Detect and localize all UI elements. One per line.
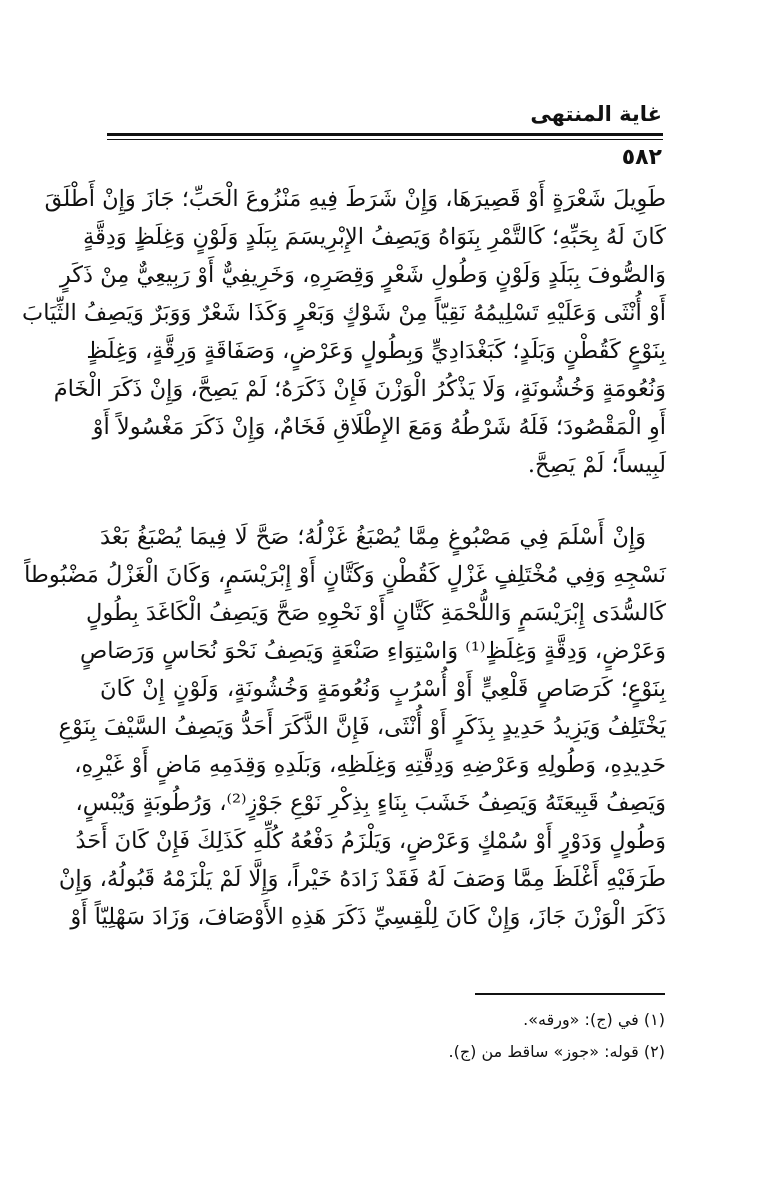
text-line: لَبِيساً؛ لَمْ يَصِحَّ. (527, 452, 666, 478)
text-line: وَطُولٍ وَدَوْرٍ أَوْ سُمْكٍ وَعَرْضٍ، وَيَلْزَمُ دَفْعُهُ كُلِّهِ كَذَلِكَ فَإِنْ كَانَ أَحَدُ (75, 828, 666, 854)
running-header-title: غاية المنتهى (530, 102, 662, 126)
footnotes (99, 1004, 665, 1068)
text-line: كَالسُّدَى إِبْرَيْسَمٍ وَاللُّحْمَةِ كَتَّانٍ أَوْ نَحْوِهِ صَحَّ وَيَصِفُ الْكَاغَدَ بِطُولٍ (86, 600, 666, 626)
text-line: وَإِنْ أَسْلَمَ فِي مَصْبُوغٍ مِمَّا يُصْبَغُ غَزْلُهُ؛ صَحَّ لَا فِيمَا يُصْبَغُ بَعْدَ (100, 524, 646, 550)
text-line: ذَكَرَ الْوَزْنَ جَازَ، وَإِنْ كَانَ لِلْقِسِيِّ ذَكَرَ هَذِهِ الأَوْصَافَ، وَزَادَ سَهْلِيّاً أَوْ (70, 904, 666, 930)
text-line: نَسْجِهِ وَفِي مُخْتَلِفٍ غَزْلٍ كَقُطْنٍ وَكَتَّانٍ أَوْ إِبْرَيْسَمٍ، وَكَانَ الْغَزْلُ مَضْبُوطاً (24, 562, 666, 588)
text-line: أَوِ الْمَقْصُودَ؛ فَلَهُ شَرْطُهُ وَمَعَ الإِطْلَاقِ فَخَامٌ، وَإِنْ ذَكَرَ مَغْسُولاً أَوْ (92, 414, 666, 440)
text-line: كَانَ لَهُ بِحَبِّهِ؛ كَالتَّمْرِ بِنَوَاهُ وَيَصِفُ الإِبْرِيسَمَ بِبَلَدٍ وَلَوْنٍ وَغِلَظٍ وَدِقَّةٍ (83, 224, 666, 250)
footnote-separator (475, 993, 665, 995)
text-line: حَدِيدِهِ، وَطُولِهِ وَعَرْضِهِ وَدِقَّتِهِ وَغِلَظِهِ، وَبَلَدِهِ وَقِدَمِهِ مَاضٍ أَوْ غَيْرِهِ، (74, 752, 666, 778)
text-line: بِنَوْعٍ كَقُطْنٍ وَبَلَدٍ؛ كَبَغْدَادِيٍّ وَبِطُولٍ وَعَرْضٍ، وَصَفَاقَةٍ وَرِقَّةٍ، وَغِلَظٍ (86, 338, 666, 364)
paragraph-1 (22, 180, 666, 484)
paragraph-2 (24, 518, 666, 936)
text-line: طَوِيلَ شَعْرَةٍ أَوْ قَصِيرَهَا، وَإِنْ شَرَطَ فِيهِ مَنْزُوعَ الْحَبِّ؛ جَازَ وَإِنْ أَطْلَقَ (44, 186, 666, 212)
header-rule-thin (107, 139, 663, 140)
text-line: طَرَفَيْهِ أَغْلَظَ مِمَّا وَصَفَ لَهُ فَقَدْ زَادَهُ خَيْراً، وَإِلَّا لَمْ يَلْزَمْهُ قَبُولُهُ، وَإِنْ (58, 866, 666, 892)
text-line: يَخْتَلِفُ وَيَزِيدُ حَدِيدٍ بِذَكَرٍ أَوْ أُنْثَى، فَإِنَّ الذَّكَرَ أَحَدُّ وَيَصِفُ السَّيْفَ بِنَوْعِ (58, 714, 666, 740)
footnote-2: (٢) قوله: «جوز» ساقط من (ج). (448, 1042, 665, 1061)
text-line: بِنَوْعٍ؛ كَرَصَاصٍ قَلْعِيٍّ أَوْ أُسْرُبٍ وَنُعُومَةٍ وَخُشُونَةٍ، وَلَوْنٍ إِنْ كَانَ (100, 676, 666, 702)
footnote-1: (١) في (ج): «ورقه». (523, 1010, 665, 1029)
header-rule-thick (107, 133, 663, 136)
text-line: وَيَصِفُ قَبِيعَتَهُ وَيَصِفُ خَشَبَ بِنَاءٍ بِذِكْرِ نَوْعِ جَوْزٍ⁽²⁾، وَرُطُوبَةٍ وَيُبْسٍ، (75, 790, 666, 816)
text-line: أَوْ أُنْثَى وَعَلَيْهِ تَسْلِيمُهُ نَقِيّاً مِنْ شَوْكٍ وَبَعْرٍ وَكَذَا شَعْرٌ وَوَبَرٌ وَيَصِفُ الثِّيَابَ (22, 300, 666, 326)
text-line: وَالصُّوفَ بِبَلَدٍ وَلَوْنٍ وَطُولِ شَعْرٍ وَقِصَرِهِ، وَخَرِيفِيٌّ أَوْ رَبِيعِيٌّ مِنْ ذَكَرٍ (59, 262, 666, 288)
page-number: ٥٨٢ (621, 145, 662, 170)
text-line: وَنُعُومَةٍ وَخُشُونَةٍ، وَلَا يَذْكُرُ الْوَزْنَ فَإِنْ ذَكَرَهُ؛ لَمْ يَصِحَّ، وَإِنْ ذَكَرَ الْخَامَ (53, 376, 666, 402)
text-line: وَعَرْضٍ، وَدِقَّةٍ وَغِلَظٍ⁽¹⁾ وَاسْتِوَاءِ صَنْعَةٍ وَيَصِفُ نَحْوَ نُحَاسٍ وَرَصَاصٍ (80, 638, 666, 664)
